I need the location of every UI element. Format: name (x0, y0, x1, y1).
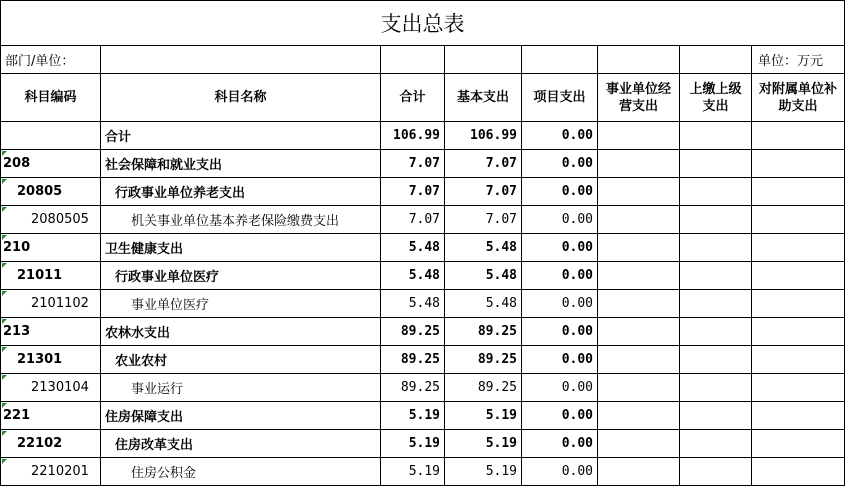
table-row (1, 262, 845, 290)
cell-subsidy[interactable] (752, 290, 845, 318)
cell-code[interactable]: 2101102 (1, 290, 101, 318)
cell-name[interactable]: 卫生健康支出 (101, 234, 381, 262)
blank-cell[interactable] (680, 46, 752, 74)
cell-project[interactable]: 0.00 (522, 234, 598, 262)
cell-basic[interactable]: 7.07 (445, 206, 522, 234)
cell-code[interactable]: 2130104 (1, 374, 101, 402)
dept-value-cell[interactable] (101, 46, 381, 74)
cell-total[interactable]: 89.25 (381, 374, 445, 402)
cell-name[interactable]: 住房改革支出 (101, 430, 381, 458)
table-row (1, 122, 845, 150)
cell-basic[interactable]: 5.48 (445, 262, 522, 290)
cell-code[interactable]: 210 (1, 234, 101, 262)
cell-total[interactable]: 5.19 (381, 430, 445, 458)
cell-business[interactable] (598, 122, 680, 150)
cell-name[interactable]: 住房公积金 (101, 458, 381, 486)
cell-code[interactable]: 2080505 (1, 206, 101, 234)
cell-project[interactable]: 0.00 (522, 346, 598, 374)
blank-cell[interactable] (598, 46, 680, 74)
cell-business[interactable] (598, 374, 680, 402)
cell-project[interactable]: 0.00 (522, 374, 598, 402)
cell-upper[interactable] (680, 402, 752, 430)
cell-business[interactable] (598, 402, 680, 430)
header-name: 科目名称 (101, 74, 381, 122)
cell-business[interactable] (598, 206, 680, 234)
cell-upper[interactable] (680, 150, 752, 178)
blank-cell[interactable] (381, 46, 445, 74)
cell-subsidy[interactable] (752, 374, 845, 402)
blank-cell[interactable] (522, 46, 598, 74)
cell-total[interactable]: 89.25 (381, 346, 445, 374)
cell-subsidy[interactable] (752, 402, 845, 430)
page-title: 支出总表 (1, 1, 845, 46)
cell-subsidy[interactable] (752, 458, 845, 486)
cell-marker-icon (2, 403, 7, 408)
header-code: 科目编码 (1, 74, 101, 122)
cell-project[interactable]: 0.00 (522, 318, 598, 346)
cell-business[interactable] (598, 178, 680, 206)
cell-code[interactable]: 2210201 (1, 458, 101, 486)
cell-total[interactable]: 5.19 (381, 458, 445, 486)
cell-name[interactable]: 行政事业单位养老支出 (101, 178, 381, 206)
cell-marker-icon (2, 347, 7, 352)
header-basic: 基本支出 (445, 74, 522, 122)
cell-subsidy[interactable] (752, 318, 845, 346)
header-business: 事业单位经营支出 (598, 74, 680, 122)
cell-project[interactable]: 0.00 (522, 178, 598, 206)
cell-total[interactable]: 89.25 (381, 318, 445, 346)
cell-code[interactable]: 22102 (1, 430, 101, 458)
cell-marker-icon (2, 151, 7, 156)
cell-basic[interactable]: 7.07 (445, 150, 522, 178)
table-row (1, 402, 845, 430)
cell-subsidy[interactable] (752, 206, 845, 234)
cell-marker-icon (2, 263, 7, 268)
table-row (1, 430, 845, 458)
cell-marker-icon (2, 207, 7, 212)
cell-business[interactable] (598, 262, 680, 290)
header-total: 合计 (381, 74, 445, 122)
table-row (1, 346, 845, 374)
cell-total[interactable]: 5.48 (381, 290, 445, 318)
cell-basic[interactable]: 89.25 (445, 318, 522, 346)
cell-project[interactable]: 0.00 (522, 402, 598, 430)
cell-upper[interactable] (680, 430, 752, 458)
cell-basic[interactable]: 106.99 (445, 122, 522, 150)
cell-upper[interactable] (680, 346, 752, 374)
cell-upper[interactable] (680, 178, 752, 206)
cell-name[interactable]: 合计 (101, 122, 381, 150)
cell-code[interactable]: 221 (1, 402, 101, 430)
cell-marker-icon (2, 291, 7, 296)
cell-total[interactable]: 7.07 (381, 178, 445, 206)
cell-project[interactable]: 0.00 (522, 458, 598, 486)
cell-marker-icon (2, 235, 7, 240)
cell-business[interactable] (598, 150, 680, 178)
blank-cell[interactable] (445, 46, 522, 74)
cell-total[interactable]: 7.07 (381, 150, 445, 178)
header-project: 项目支出 (522, 74, 598, 122)
cell-upper[interactable] (680, 234, 752, 262)
cell-code[interactable]: 213 (1, 318, 101, 346)
cell-upper[interactable] (680, 290, 752, 318)
cell-business[interactable] (598, 290, 680, 318)
cell-subsidy[interactable] (752, 430, 845, 458)
cell-name[interactable]: 事业单位医疗 (101, 290, 381, 318)
table-row (1, 290, 845, 318)
cell-total[interactable]: 5.48 (381, 262, 445, 290)
cell-upper[interactable] (680, 262, 752, 290)
cell-project[interactable]: 0.00 (522, 430, 598, 458)
cell-name[interactable]: 农业农村 (101, 346, 381, 374)
cell-marker-icon (2, 459, 7, 464)
cell-code[interactable]: 20805 (1, 178, 101, 206)
cell-upper[interactable] (680, 318, 752, 346)
cell-subsidy[interactable] (752, 122, 845, 150)
cell-name[interactable]: 农林水支出 (101, 318, 381, 346)
cell-total[interactable]: 5.48 (381, 234, 445, 262)
cell-code[interactable] (1, 122, 101, 150)
cell-code[interactable]: 208 (1, 150, 101, 178)
cell-subsidy[interactable] (752, 234, 845, 262)
table-row (1, 458, 845, 486)
table-row (1, 318, 845, 346)
cell-basic[interactable]: 89.25 (445, 346, 522, 374)
cell-basic[interactable]: 5.19 (445, 458, 522, 486)
cell-name[interactable]: 社会保障和就业支出 (101, 150, 381, 178)
cell-total[interactable]: 7.07 (381, 206, 445, 234)
cell-basic[interactable]: 89.25 (445, 374, 522, 402)
cell-upper[interactable] (680, 122, 752, 150)
cell-business[interactable] (598, 346, 680, 374)
cell-basic[interactable]: 7.07 (445, 178, 522, 206)
cell-subsidy[interactable] (752, 262, 845, 290)
cell-marker-icon (2, 319, 7, 324)
header-upper: 上缴上级支出 (680, 74, 752, 122)
cell-project[interactable]: 0.00 (522, 290, 598, 318)
cell-upper[interactable] (680, 374, 752, 402)
cell-code[interactable]: 21301 (1, 346, 101, 374)
cell-business[interactable] (598, 234, 680, 262)
cell-subsidy[interactable] (752, 346, 845, 374)
cell-name[interactable]: 机关事业单位基本养老保险缴费支出 (101, 206, 381, 234)
cell-upper[interactable] (680, 206, 752, 234)
cell-project[interactable]: 0.00 (522, 150, 598, 178)
cell-basic[interactable]: 5.48 (445, 290, 522, 318)
dept-label: 部门/单位： (1, 46, 101, 74)
cell-project[interactable]: 0.00 (522, 122, 598, 150)
cell-marker-icon (2, 431, 7, 436)
cell-upper[interactable] (680, 458, 752, 486)
cell-marker-icon (2, 179, 7, 184)
cell-total[interactable]: 5.19 (381, 402, 445, 430)
cell-marker-icon (2, 375, 7, 380)
cell-name[interactable]: 行政事业单位医疗 (101, 262, 381, 290)
cell-subsidy[interactable] (752, 178, 845, 206)
unit-label: 单位：万元 (752, 46, 845, 74)
table-row (1, 178, 845, 206)
cell-business[interactable] (598, 430, 680, 458)
cell-name[interactable]: 住房保障支出 (101, 402, 381, 430)
table-row (1, 234, 845, 262)
cell-business[interactable] (598, 458, 680, 486)
cell-basic[interactable]: 5.19 (445, 402, 522, 430)
table-row (1, 374, 845, 402)
cell-code[interactable]: 21011 (1, 262, 101, 290)
cell-total[interactable]: 106.99 (381, 122, 445, 150)
table-row (1, 150, 845, 178)
cell-basic[interactable]: 5.19 (445, 430, 522, 458)
cell-name[interactable]: 事业运行 (101, 374, 381, 402)
cell-project[interactable]: 0.00 (522, 262, 598, 290)
header-subsidy: 对附属单位补助支出 (752, 74, 845, 122)
cell-project[interactable]: 0.00 (522, 206, 598, 234)
cell-business[interactable] (598, 318, 680, 346)
cell-subsidy[interactable] (752, 150, 845, 178)
cell-basic[interactable]: 5.48 (445, 234, 522, 262)
table-row (1, 206, 845, 234)
